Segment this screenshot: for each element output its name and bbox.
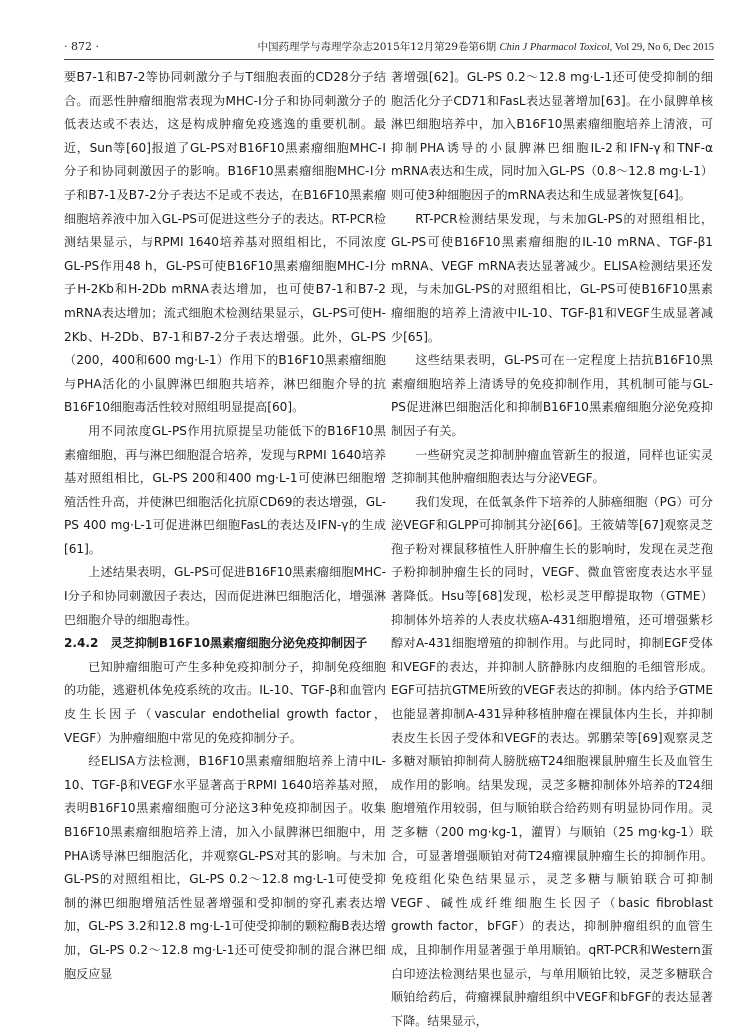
journal-volume-info: , Vol 29, No 6, Dec 2015 <box>609 41 714 53</box>
right-column <box>391 66 713 1033</box>
paragraph: RT-PCR检测结果发现，与未加GL-PS的对照组相比，GL-PS可使B16F10黑素瘤细胞的IL-10 mRNA、TGF-β1 mRNA、VEGF mRNA表达显著减少。ELISA检测结果还发现，与未加GL-PS的对照组相比，GL-PS可使B16F10黑素瘤细胞的培养上清液中IL-10、TGF-β1和VEGF生成显著减少[65]。 <box>391 211 713 344</box>
header-left <box>64 40 99 53</box>
paragraph: 这些结果表明，GL-PS可在一定程度上拮抗B16F10黑素瘤细胞培养上清诱导的免疫抑制作用，其机制可能与GL-PS促进淋巴细胞活化和抑制B16F10黑素瘤细胞分泌免疫抑制因子有关。 <box>391 353 713 438</box>
paragraph: 已知肿瘤细胞可产生多种免疫抑制分子，抑制免疫细胞的功能，逃避机体免疫系统的攻击。IL-10、TGF-β和血管内皮生长因子（vascular endothelial growth factor，VEGF）为肿瘤细胞中常见的免疫抑制分子。 <box>64 659 386 745</box>
paragraph: 要B7-1和B7-2等协同刺激分子与T细胞表面的CD28分子结合。而恶性肿瘤细胞常表现为MHC-Ⅰ分子和协同刺激分子的低表达或不表达，这是构成肿瘤免疫逃逸的重要机制。最近，Sun等[60]报道了GL-PS对B16F10黑素瘤细胞MHC-Ⅰ分子和协同刺激因子的影响。B16F10黑素瘤细胞MHC-Ⅰ分子和B7-1及B7-2分子表达不足或不表达，在B16F10黑素瘤细胞培养液中加入GL-PS可促进这些分子的表达。RT-PCR检测结果显示，与RPMI 1640培养基对照组相比，不同浓度GL-PS作用48 h，GL-PS可使B16F10黑素瘤细胞MHC-Ⅰ分子H-2Kb和H-2Db mRNA表达增加，也可使B7-1和B7-2 mRNA表达增加；流式细胞术检测结果显示，GL-PS可使H-2Kb、H-2Db、B7-1和B7-2分子表达增强。此外，GL-PS（200，400和600 mg·L-1）作用下的B16F10黑素瘤细胞与PHA活化的小鼠脾淋巴细胞共培养，淋巴细胞介导的抗B16F10细胞毒活性较对照组明显提高[60]。 <box>64 70 386 415</box>
journal-title-cn: 中国药理学与毒理学杂志2015年12月第29卷第6期 <box>257 40 497 53</box>
section-heading: 2.4.2 灵芝抑制B16F10黑素瘤细胞分泌免疫抑制因子 <box>64 636 368 651</box>
header-rule <box>64 59 714 60</box>
paragraph: 上述结果表明，GL-PS可促进B16F10黑素瘤细胞MHC-Ⅰ分子和协同刺激因子表达，因而促进淋巴细胞活化，增强淋巴细胞介导的细胞毒性。 <box>64 565 386 627</box>
paragraph: 用不同浓度GL-PS作用抗原提呈功能低下的B16F10黑素瘤细胞，再与淋巴细胞混合培养，发现与RPMI 1640培养基对照组相比，GL-PS 200和400 mg·L-1可使淋巴细胞增殖活性升高，并使淋巴细胞活化抗原CD69的表达增强，GL-PS 400 mg·L-1可促进淋巴细胞FasL的表达及IFN-γ的生成[61]。 <box>64 423 386 556</box>
header-right <box>248 39 714 54</box>
journal-abbrev: Chin J Pharmacol Toxicol <box>499 41 610 53</box>
paragraph: 我们发现，在低氧条件下培养的人肺癌细胞（PG）可分泌VEGF和GLPP可抑制其分泌[66]。王筱婧等[67]观察灵芝孢子粉对裸鼠移植性人肝肿瘤生长的影响时，发现在灵芝孢子粉抑制肿瘤生长的同时，VEGF、微血管密度表达水平显著降低。Hsu等[68]发现，松杉灵芝甲醇提取物（GTME）抑制体外培养的人表皮状癌A-431细胞增殖，还可增强紫杉醇对A-431细胞增殖的抑制作用。与此同时，抑制EGF受体和VEGF的表达，并抑制人脐静脉内皮细胞的毛细管形成。EGF可拮抗GTME所致的VEGF表达的抑制。体内给予GTME也能显著抑制A-431异种移植肿瘤在裸鼠体内生长，并抑制表皮生长因子受体和VEGF的表达。郭鹏荣等[69]观察灵芝多糖对顺铂抑制荷人膀胱癌T24细胞裸鼠肿瘤生长及血管生成作用的影响。结果发现，灵芝多糖抑制体外培养的T24细胞增殖作用较弱，但与顺铂联合给药则有明显协同作用。灵芝多糖（200 mg·kg-1，灌胃）与顺铂（25 mg·kg-1）联合，可显著增强顺铂对荷T24瘤裸鼠肿瘤生长的抑制作用。免疫组化染色结果显示，灵芝多糖与顺铂联合可抑制VEGF、碱性成纤维细胞生长因子（basic fibroblast growth factor，bFGF）的表达，抑制肿瘤组织的血管生成，且抑制作用显著强于单用顺铂。qRT-PCR和Western蛋白印迹法检测结果也显示，与单用顺铂比较，灵芝多糖联合顺铂给药后，荷瘤裸鼠肿瘤组织中VEGF和bFGF的表达显著下降。结果显示， <box>391 494 713 1028</box>
left-column <box>64 66 386 986</box>
page-number: · 872 · <box>64 39 99 53</box>
paragraph: 著增强[62]。GL-PS 0.2～12.8 mg·L-1还可使受抑制的细胞活化分子CD71和FasL表达显著增加[63]。在小鼠脾单核淋巴细胞培养中，加入B16F10黑素瘤细胞培养上清液，可抑制PHA诱导的小鼠脾淋巴细胞IL-2和IFN-γ和TNF-α mRNA表达和生成，同时加入GL-PS（0.8～12.8 mg·L-1）则可使3种细胞因子的mRNA表达和生成显著恢复[64]。 <box>391 70 713 202</box>
page-header <box>64 36 714 56</box>
paragraph: 一些研究灵芝抑制肿瘤血管新生的报道，同样也证实灵芝抑制其他肿瘤细胞表达与分泌VEGF。 <box>391 447 713 486</box>
journal-title-en <box>500 42 714 53</box>
paragraph: 经ELISA方法检测，B16F10黑素瘤细胞培养上清中IL-10、TGF-β和VEGF水平显著高于RPMI 1640培养基对照，表明B16F10黑素瘤细胞可分泌这3种免疫抑制因子。收集B16F10黑素瘤细胞培养上清，加入小鼠脾淋巴细胞中，用PHA诱导淋巴细胞活化，并观察GL-PS对其的影响。与未加GL-PS的对照组相比，GL-PS 0.2～12.8 mg·L-1可使受抑制的淋巴细胞增殖活性显著增强和受抑制的穿孔素表达增加，GL-PS 3.2和12.8 mg·L-1可使受抑制的颗粒酶B表达增加，GL-PS 0.2～12.8 mg·L-1还可使受抑制的混合淋巴细胞反应显 <box>64 754 386 981</box>
